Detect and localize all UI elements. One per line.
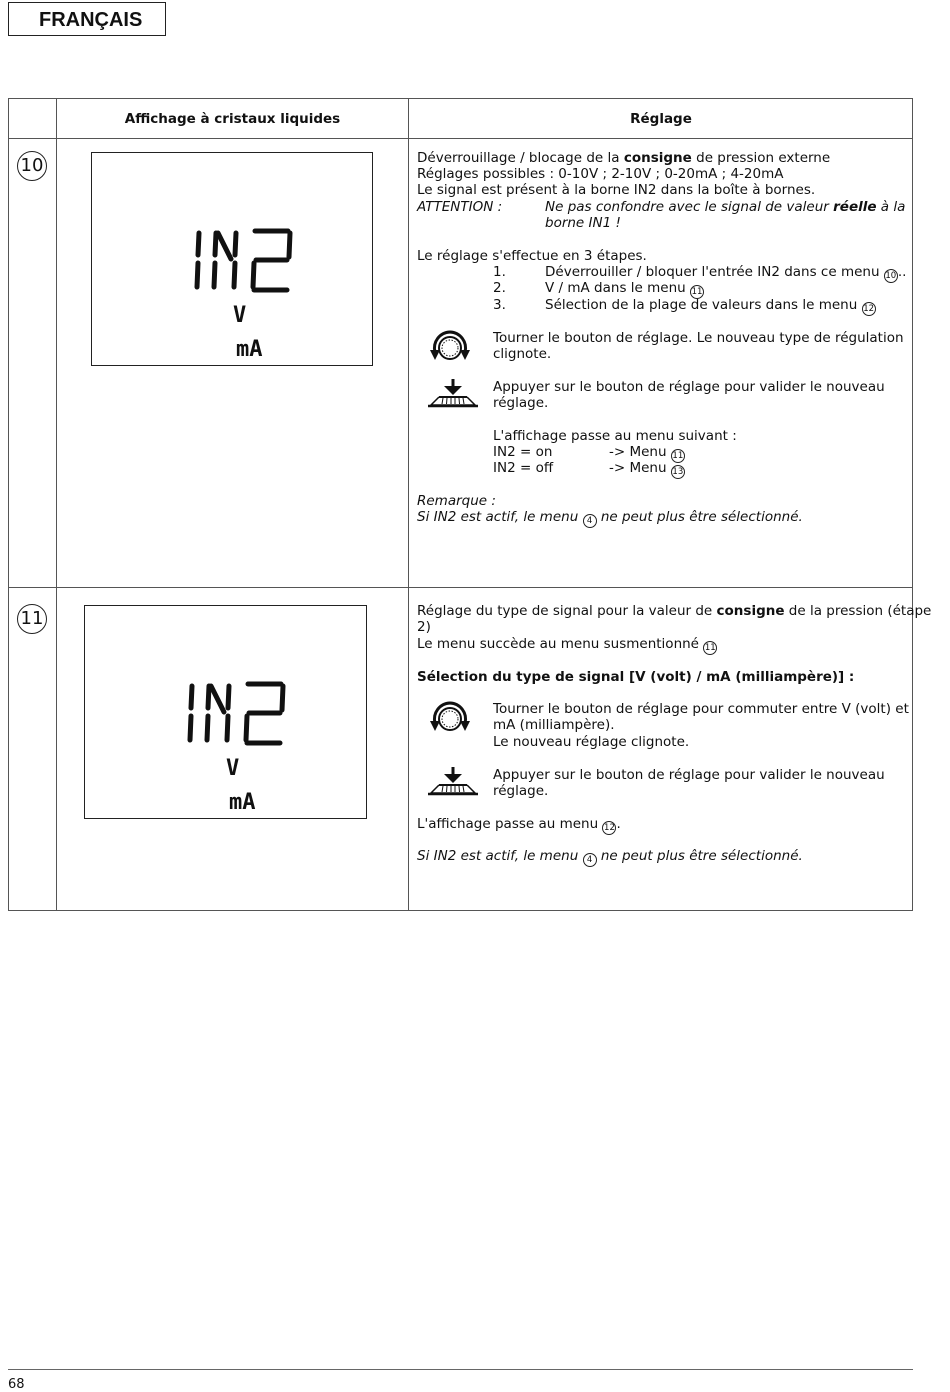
- row11-remark-text: Si IN2 est actif, le menu 4 ne peut plus être sélectionné.: [417, 848, 803, 865]
- row10-turn-line2: clignote.: [493, 346, 552, 362]
- row-number-11: 11: [17, 604, 47, 634]
- row10-next-target-on: -> Menu 11: [609, 444, 684, 461]
- step-3-number: 3.: [493, 297, 506, 313]
- attention-line2: borne IN1 !: [545, 215, 621, 231]
- row11-press-line2: réglage.: [493, 783, 549, 799]
- step-1-text: Déverrouiller / bloquer l'entrée IN2 dans ce menu 10 ..: [545, 264, 907, 281]
- lcd-display-row11: [84, 605, 367, 819]
- row10-remark-text: Si IN2 est actif, le menu 4 ne peut plus être sélectionné.: [417, 509, 803, 526]
- row10-press-line1: Appuyer sur le bouton de réglage pour valider le nouveau: [493, 379, 885, 395]
- attention-label: ATTENTION :: [417, 199, 503, 215]
- lcd-display-row10: [91, 152, 373, 366]
- column-header-lcd: Affichage à cristaux liquides: [124, 111, 341, 127]
- press-knob-icon: [427, 767, 479, 797]
- row11-intro-line2: 2): [417, 619, 431, 635]
- step-2-text: V / mA dans le menu 11: [545, 280, 703, 297]
- row10-intro-line1: Déverrouillage / blocage de la consigne de pression externe: [417, 150, 831, 166]
- column-header-setting: Réglage: [630, 111, 692, 127]
- footer-rule: [8, 1369, 913, 1370]
- row10-press-line2: réglage.: [493, 395, 549, 411]
- step-3-text: Sélection de la plage de valeurs dans le menu 12: [545, 297, 875, 314]
- step-1-number: 1.: [493, 264, 506, 280]
- row11-turn-line3: Le nouveau réglage clignote.: [493, 734, 690, 750]
- step-2-number: 2.: [493, 280, 506, 296]
- row11-next-menu: L'affichage passe au menu 12 .: [417, 816, 621, 833]
- settings-table: [8, 98, 932, 911]
- lcd-segments-in2: [85, 606, 368, 820]
- lcd-unit-v: V: [226, 756, 240, 781]
- row-number-10: 10: [17, 151, 47, 181]
- language-label: FRANÇAIS: [8, 2, 166, 36]
- attention-line1: Ne pas confondre avec le signal de valeur réelle à la: [545, 199, 906, 215]
- row10-next-cond-on: IN2 = on: [493, 444, 553, 460]
- lcd-unit-ma: mA: [236, 337, 263, 362]
- row10-intro-line2: Réglages possibles : 0-10V ; 2-10V ; 0-20mA ; 4-20mA: [417, 166, 784, 182]
- row11-turn-line2: mA (milliampère).: [493, 717, 615, 733]
- row11-turn-line1: Tourner le bouton de réglage pour commuter entre V (volt) et: [493, 701, 909, 717]
- press-knob-icon: [427, 379, 479, 409]
- row10-next-target-off: -> Menu 13: [609, 460, 684, 477]
- rotary-knob-icon: [427, 701, 473, 737]
- row10-next-intro: L'affichage passe au menu suivant :: [493, 428, 737, 444]
- row10-intro-line3: Le signal est présent à la borne IN2 dans la boîte à bornes.: [417, 182, 816, 198]
- row11-press-line1: Appuyer sur le bouton de réglage pour valider le nouveau: [493, 767, 885, 783]
- row11-intro-line3: Le menu succède au menu susmentionné 11: [417, 636, 716, 653]
- row11-intro-line1: Réglage du type de signal pour la valeur de consigne de la pression (étape: [417, 603, 932, 619]
- row10-next-cond-off: IN2 = off: [493, 460, 554, 476]
- steps-intro: Le réglage s'effectue en 3 étapes.: [417, 248, 647, 264]
- remark-label: Remarque :: [417, 493, 496, 509]
- lcd-unit-ma: mA: [229, 790, 256, 815]
- rotary-knob-icon: [427, 330, 473, 366]
- lcd-segments-in2: [92, 153, 374, 367]
- row10-turn-line1: Tourner le bouton de réglage. Le nouveau type de régulation: [493, 330, 904, 346]
- signal-type-heading: Sélection du type de signal [V (volt) / mA (milliampère)] :: [417, 669, 855, 685]
- page-number: 68: [8, 1377, 25, 1392]
- lcd-unit-v: V: [233, 303, 247, 328]
